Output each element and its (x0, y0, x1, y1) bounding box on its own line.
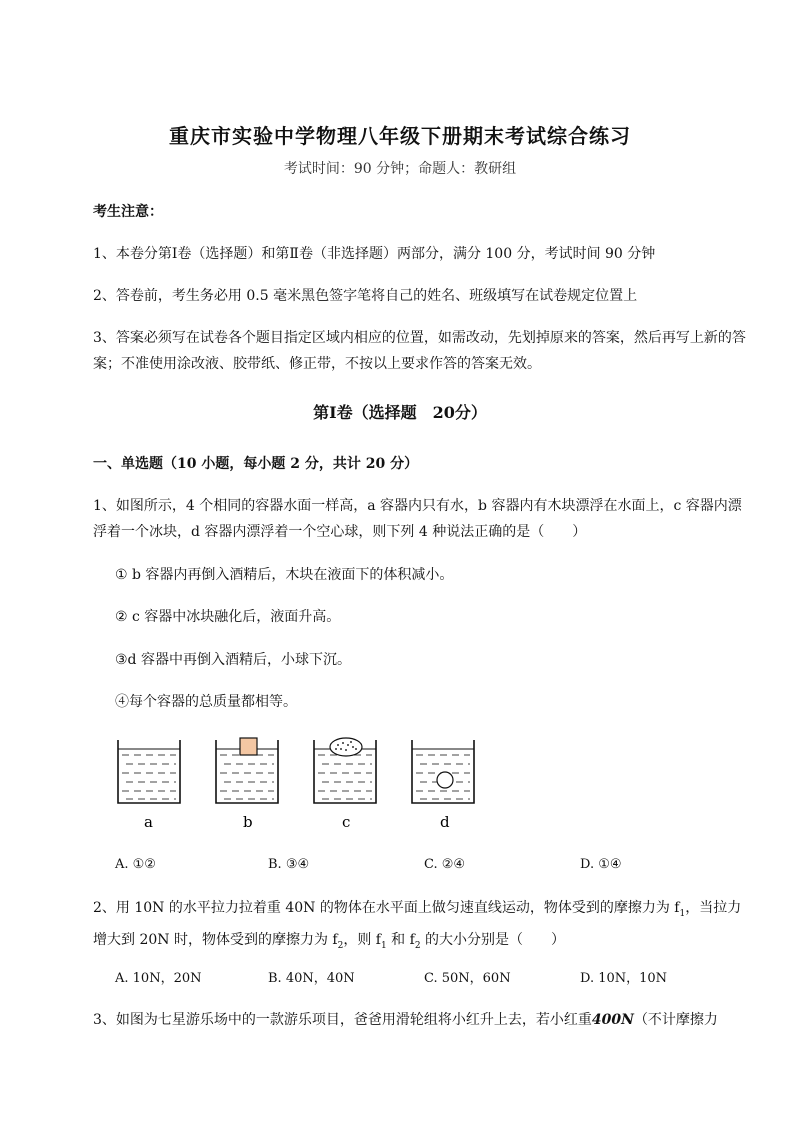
question-1-statement-2: ② c 容器中冰块融化后，液面升高。 (115, 609, 341, 625)
exam-info: 考试时间：90 分钟；命题人：教研组 (283, 161, 517, 177)
container-d (412, 740, 474, 831)
question-3-stem: 3、如图为七星游乐场中的一款游乐项目，爸爸用滑轮组将小红升上去，若小红重400N（不计摩擦力 (93, 1012, 718, 1028)
question-1-option-c[interactable]: C. ②④ (424, 857, 466, 872)
question-2-option-c[interactable]: C. 50N，60N (424, 971, 511, 986)
question-1-option-d[interactable]: D. ①④ (580, 857, 622, 872)
wood-block (240, 738, 257, 755)
container-label-d: d (440, 813, 450, 831)
containers-figure (110, 735, 500, 835)
container-a (118, 740, 180, 831)
container-b (216, 738, 278, 831)
question-1-stem: 1、如图所示，4 个相同的容器水面一样高，a 容器内只有水，b 容器内有木块漂浮在水面上，c 容器内漂浮着一个冰块，d 容器内漂浮着一个空心球，则下列 4 种说法正确的是（ ） (93, 498, 742, 540)
notice-heading: 考生注意： (93, 204, 163, 220)
question-1-statement-4: ④每个容器的总质量都相等。 (115, 694, 297, 710)
container-label-b: b (243, 813, 253, 831)
part-heading: 一、单选题（10 小题，每小题 2 分，共计 20 分） (93, 456, 419, 472)
notice-item-3: 3、答案必须写在试卷各个题目指定区域内相应的位置，如需改动，先划掉原来的答案，然后再写上新的答案；不准使用涂改液、胶带纸、修正带，不按以上要求作答的答案无效。 (93, 330, 746, 372)
question-2-option-b[interactable]: B. 40N，40N (268, 971, 355, 986)
question-1-option-b[interactable]: B. ③④ (268, 857, 310, 872)
page-title: 重庆市实验中学物理八年级下册期末考试综合练习 (169, 124, 631, 148)
ice-block (330, 738, 362, 756)
container-c (314, 738, 376, 831)
question-2-option-a[interactable]: A. 10N，20N (115, 971, 202, 986)
question-1-option-a[interactable]: A. ①② (115, 857, 156, 872)
hollow-ball (437, 772, 453, 788)
question-2-stem: 2、用 10N 的水平拉力拉着重 40N 的物体在水平面上做匀速直线运动，物体受到的摩擦力为 $f_1$，当拉力增大到 20N 时，物体受到的摩擦力为 $f_2$，则 $f_1$ 和 $f_2$ 的大小分别是（ ） (93, 900, 742, 951)
notice-item-1: 1、本卷分第Ⅰ卷（选择题）和第Ⅱ卷（非选择题）两部分，满分 100 分，考试时间 90 分钟 (93, 246, 656, 262)
container-label-c: c (342, 813, 351, 831)
question-1-statement-1: ① b 容器内再倒入酒精后，木块在液面下的体积减小。 (115, 567, 454, 583)
question-1-statement-3: ③d 容器中再倒入酒精后，小球下沉。 (115, 652, 351, 668)
section-title: 第Ⅰ卷（选择题 20分） (313, 403, 487, 422)
question-2-option-d[interactable]: D. 10N，10N (580, 971, 668, 986)
notice-item-2: 2、答卷前，考生务必用 0.5 毫米黑色签字笔将自己的姓名、班级填写在试卷规定位置上 (93, 288, 638, 304)
container-label-a: a (144, 813, 153, 831)
